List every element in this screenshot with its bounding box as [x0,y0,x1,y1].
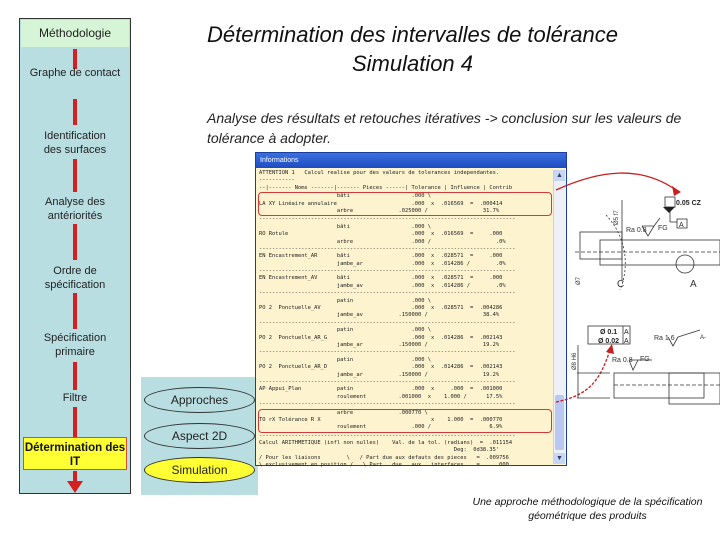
title-line-1: Détermination des intervalles de tolérance [207,22,618,47]
result-line: PO 2 Ponctuelle_AR_D .000 x .014286 = .002143 [259,364,503,371]
arrow-head-icon [606,344,614,354]
roughness2-text: Ra 0.8 [612,357,633,364]
step-graphe-de-contact[interactable]: Graphe de contact [29,67,121,79]
title-line-2: Simulation 4 [351,51,474,76]
result-line: Deg: 0d38.35' [259,447,500,454]
result-line: roulement .001000 x 1.000 / 17.5% [259,393,503,400]
tolerance-text: 0.05 CZ [676,200,701,207]
scroll-up-icon[interactable]: ▲ [554,170,565,181]
scroll-down-icon[interactable]: ▼ [554,453,565,464]
result-line: arbre .025000 / 31.7% [259,207,500,214]
result-line: jambe_ar .150000 / 19.2% [259,341,500,348]
parallelism-tolerance-text: Ø 0.02 [598,338,620,345]
result-line: ------------------------------------------------------------------------------- [259,401,516,408]
step-identification-surfaces[interactable]: Identification des surfaces [43,130,107,156]
roughness1-text: Ra 1.6 [654,335,675,342]
subtitle: Analyse des résultats et retouches itératives -> conclusion sur les valeurs de tolérance à adopter. [207,110,682,146]
result-line: ------------------------------------------------------------------------------- [259,319,516,326]
step-specification-primaire[interactable]: Spécification primaire [43,332,107,358]
result-line: RO Rotule .000 x .016569 = .000 [259,231,503,238]
result-line: --|------- Noms -------|------- Pieces ------| Tolerance | Influence | Contrib [259,184,513,191]
result-line: Calcul ARITHMETIQUE (infl non nulles) Val. de la tol. (radians) = .011154 [259,440,513,447]
dim-text: Ø7 [576,276,582,285]
result-line: EN Encastrement_AR bâti .000 x .028571 = .000 [259,253,503,260]
window-titlebar[interactable]: Informations [256,153,566,168]
arrow-top [556,173,676,190]
subnav-aspect-2d[interactable]: Aspect 2D [144,423,255,449]
process-text: FG [658,225,668,232]
result-line: ------------------------------------------------------------------------------- [259,268,516,275]
result-line: bâti .000 \ [259,223,432,230]
result-line: ------------------------------------------------------------------------------- [259,245,516,252]
result-line: arbre .000 / .0% [259,238,506,245]
diameter-text: Ø5 f7 [614,210,620,225]
result-line: PO 2 Ponctuelle_AR_G .000 x .014286 = .002143 [259,334,503,341]
arrow-curve [556,173,676,190]
result-line: patin .000 \ [259,356,432,363]
result-line: \ exclusivement en position / \ Part due aux interfaces = .000 [259,462,509,469]
result-line: patin .000 \ [259,327,432,334]
result-line: AP Appui_Plan patin .000 x .000 = .001000 [259,386,503,393]
parallelism-datum-text: A [624,338,629,345]
result-line: bâti .000 \ [259,193,432,200]
result-line: ------------------------------------------------------------------------------- [259,290,516,297]
bore-diameter-text: Ø8 H6 [572,352,578,370]
result-line: jambe_av .150000 / 38.4% [259,312,500,319]
subnav-simulation[interactable]: Simulation [144,457,255,483]
label-c: C [617,279,625,290]
result-line: ------------------------------------------------------------------------------- [259,378,516,385]
process1-text: A- [700,335,706,341]
step-filtre[interactable]: Filtre [62,392,88,404]
process2-text: FG [640,356,650,363]
result-line: PO 2 Ponctuelle_AV .000 x .028571 = .004286 [259,305,503,312]
result-line: LA XY Linéaire annulaire .000 x .016569 = .000414 [259,200,503,207]
step-determination-it[interactable]: Détermination des IT [23,437,127,470]
result-line: ------------------------------------------------------------------------------- [259,216,516,223]
position-datum-text: A [624,329,629,336]
result-line: ------------------------------------------------------------------------------- [259,349,516,356]
datum-text: A [679,222,684,229]
result-line: ----------- [259,177,295,184]
label-a: A [690,279,697,290]
result-line: jambe_ar .150000 / 19.2% [259,371,500,378]
arrow-head-icon [672,186,681,196]
result-line: ATTENTION 1 Calcul realise pour des valeurs de tolerances independantes. [259,170,500,176]
result-line: roulement .000 / 6.9% [259,424,503,431]
arrow-bottom [556,350,610,402]
result-line: / Pour les liaisons \ / Part due aux defauts des pieces = .009756 [259,454,509,461]
methodology-header[interactable]: Méthodologie [21,20,129,47]
result-line: ------------------------------------------------------------------------------- [259,432,516,439]
result-line: EN Encastrement_AV bâti .000 x .028571 = .000 [259,275,503,282]
position-tolerance-text: Ø 0.1 [600,329,618,336]
result-line: jambe_av .000 x .014286 / .0% [259,282,506,289]
roughness-text: Ra 0.8 [626,227,647,234]
result-line: jambe_ar .000 x .014286 / .0% [259,260,506,267]
shaft-drawing-top [575,197,720,290]
result-line: patin .000 \ [259,297,432,304]
subnav-approches[interactable]: Approches [144,387,255,413]
result-line: TO rX Tolérance R X x 1.000 = .000770 [259,416,503,423]
step-ordre-specification[interactable]: Ordre de spécification [44,265,106,291]
result-line: arbre .000770 \ [259,409,428,416]
caption: Une approche méthodologique de la spécification géométrique des produits [472,496,703,522]
step-analyse-anteriorites[interactable]: Analyse des antériorités [45,196,105,222]
